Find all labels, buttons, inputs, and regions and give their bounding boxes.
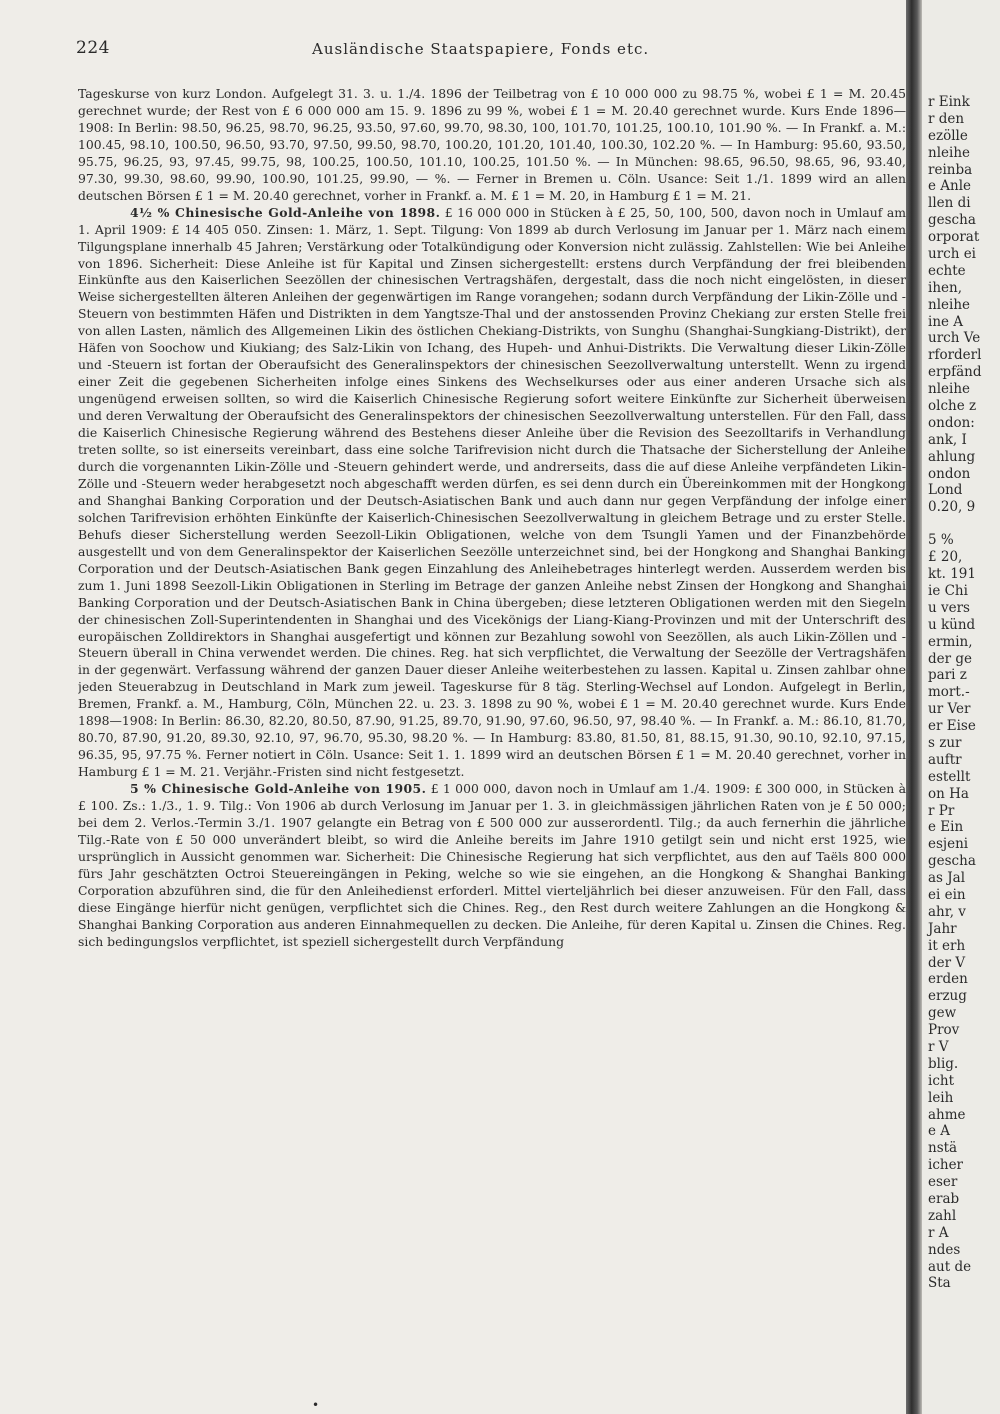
heading-1905-loan: 5 % Chinesische Gold-Anleihe von 1905. [130, 781, 427, 797]
paragraph-1896-rates: Tageskurse von kurz London. Aufgelegt 31. 3. u. 1./4. 1896 der Teilbetrag von £ 10 000 000 zu 98.75 %, wobei £ 1 = M. 20.45 gerechnet wurde; der Rest von £ 6 000 000 am 15. 9. 1896 zu 99 %, wobei £ 1 = M. 20.40 gerechnet wurde. Kurs Ende 1896—1908: In Berlin: 98.50, 96.25, 98.70, 96.25, 93.50, 97.60, 99.70, 98.30, 100, 101.70, 101.25, 100.10, 101.90 %. — In Frankf. a. M.: 100.45, 98.10, 100.50, 96.50, 93.70, 97.50, 99.50, 98.70, 100.20, 101.20, 101.40, 100.30, 102.20 %. — In Hamburg: 95.60, 93.50, 95.75, 96.25, 93, 97.45, 99.75, 98, 100.25, 100.50, 101.10, 100.25, 101.50 %. — In München: 98.65, 96.50, 98.65, 96, 93.40, 97.30, 99.30, 98.60, 99.90, 100.90, 101.25, 99.90, — %. — Ferner in Bremen u. Cöln. Usance: Seit 1./1. 1899 wird an allen deutschen Börsen £ 1 = M. 20.40 gerechnet, vorher in Frankf. a. M. £ 1 = M. 20, in Hamburg £ 1 = M. 21. [78, 86, 906, 203]
adjacent-line: pari z [928, 667, 967, 684]
adjacent-line: rforderl [928, 347, 982, 364]
adjacent-line: der ge [928, 650, 973, 667]
adjacent-line: £ 20, [928, 549, 963, 566]
page-body [78, 86, 906, 1401]
adjacent-line: icht [928, 1072, 954, 1089]
adjacent-line: nleihe [928, 381, 971, 398]
adjacent-line: s zur [928, 734, 962, 751]
adjacent-line: gescha [928, 212, 976, 229]
adjacent-line: gew [928, 1005, 957, 1022]
adjacent-line: der V [928, 954, 966, 971]
adjacent-line: ezölle [928, 127, 968, 144]
heading-1898-loan: 4½ % Chinesische Gold-Anleihe von 1898. [130, 204, 441, 220]
adjacent-line: icher [928, 1157, 964, 1174]
adjacent-line: ondon [928, 465, 971, 482]
paragraph-1905-loan: £ 1 000 000, davon noch in Umlauf am 1./4. 1909: £ 300 000, in Stücken à £ 100. Zs.: 1./3., 1. 9. Tilg.: Von 1906 ab durch Verlosung im Januar per 1. 3. in gleichmässigen jährlichen Raten von je £ 50 000; bei dem 2. Verlos.-Termin 3./1. 1907 gelangte ein Betrag von £ 500 000 zur ausserordentl. Tilg.; da auch fernerhin die jährliche Tilg.-Rate von £ 50 000 unverändert bleibt, so wird die Anleihe bereits im Jahre 1910 getilgt sein und nicht erst 1925, wie ursprünglich in Aussicht genommen war. Sicherheit: Die Chinesische Regierung hat sich verpflichtet, aus den auf Taëls 800 000 fürs Jahr geschätzten Octroi Steuereingängen in Peking, welche so wie sie eingehen, an die Hongkong & Shanghai Banking Corporation abzuführen sind, die für den Anleihedienst erforderl. Mittel vierteljährlich bei dieser anzuweisen. Für den Fall, dass diese Eingänge hierfür nicht genügen, verpflichtet sich die Chines. Reg., den Rest durch weitere Zahlungen an die Hongkong & Shanghai Banking Corporation aus anderen Einnahmequellen zu decken. Die Anleihe, für deren Kapital u. Zinsen die Chines. Reg. sich bedingungslos verpflichtet, ist speziell sichergestellt durch Verpfändung [78, 781, 906, 949]
adjacent-line: estellt [928, 768, 971, 785]
adjacent-page-lines [922, 94, 1000, 1292]
adjacent-line: ahlung [928, 448, 976, 465]
adjacent-line: ur Ver [928, 701, 971, 718]
adjacent-line: r den [928, 110, 965, 127]
adjacent-line: ine A [928, 313, 964, 330]
adjacent-line: ank, I [928, 431, 967, 448]
adjacent-line: esjeni [928, 836, 969, 853]
section-1905 [78, 781, 906, 951]
adjacent-line: ndes [928, 1241, 961, 1258]
adjacent-line: ahr, v [928, 903, 966, 920]
adjacent-line: leih [928, 1089, 954, 1106]
adjacent-line: auftr [928, 751, 962, 768]
adjacent-line: ihen, [928, 279, 962, 296]
adjacent-line: blig. [928, 1055, 959, 1072]
adjacent-line: kt. 191 [928, 566, 976, 583]
adjacent-line: nleihe [928, 144, 971, 161]
adjacent-line: it erh [928, 937, 966, 954]
adjacent-line: Jahr [928, 920, 957, 937]
adjacent-line: r V [928, 1038, 949, 1055]
section-1898 [78, 205, 906, 781]
adjacent-line: on Ha [928, 785, 969, 802]
adjacent-line: r Pr [928, 802, 955, 819]
adjacent-line: 5 % [928, 532, 954, 549]
adjacent-line: nleihe [928, 296, 971, 313]
adjacent-gap [922, 516, 1000, 532]
adjacent-line: u künd [928, 616, 976, 633]
adjacent-line: as Jal [928, 870, 966, 887]
adjacent-line: eser [928, 1174, 958, 1191]
adjacent-line: erpfänd [928, 364, 982, 381]
adjacent-line: Sta [928, 1275, 951, 1292]
adjacent-line: e Anle [928, 178, 972, 195]
adjacent-line: urch ei [928, 246, 977, 263]
adjacent-line: ahme [928, 1106, 966, 1123]
adjacent-line: echte [928, 262, 966, 279]
adjacent-line: aut de [928, 1258, 972, 1275]
adjacent-line: gescha [928, 853, 976, 870]
adjacent-line: u vers [928, 599, 970, 616]
adjacent-line: Lond [928, 482, 963, 499]
adjacent-line: erzug [928, 988, 967, 1005]
footer-mark: • [312, 1398, 320, 1412]
adjacent-line: llen di [928, 195, 971, 212]
adjacent-line: erab [928, 1191, 960, 1207]
adjacent-line: ondon: [928, 414, 975, 431]
adjacent-page-edge [922, 0, 1000, 1414]
adjacent-line: ermin, [928, 633, 973, 650]
adjacent-line: urch Ve [928, 330, 981, 347]
book-gutter [906, 0, 922, 1414]
adjacent-line: mort.- [928, 684, 970, 701]
adjacent-line: er Eise [928, 718, 976, 735]
adjacent-line: reinba [928, 161, 973, 178]
adjacent-line: 0.20, 9 [928, 499, 976, 516]
page-number: 224 [76, 38, 110, 58]
adjacent-line: nstä [928, 1140, 958, 1157]
adjacent-line: ie Chi [928, 582, 968, 599]
running-head: Ausländische Staatspapiere, Fonds etc. [312, 40, 650, 58]
paragraph-1898-loan: £ 16 000 000 in Stücken à £ 25, 50, 100, 500, davon noch in Umlauf am 1. April 1909: £ 14 405 050. Zinsen: 1. März, 1. Sept. Tilgung: Von 1899 ab durch Verlosung im Januar per 1. März nach einem Tilgungsplane innerhalb 45 Jahren; Verstärkung oder Totalkündigung oder Konversion nicht zulässig. Zahlstellen: Wie bei Anleihe von 1896. Sicherheit: Diese Anleihe ist für Kapital und Zinsen sichergestellt: erstens durch Verpfändung der frei bleibenden Einkünfte aus den Kaiserlichen Seezöllen der chinesischen Vertragshäfen, dergestalt, dass die noch nicht eingelösten, in dieser Weise sichergestellten älteren Anleihen der gegenwärtigen im Range vorangehen; sodann durch Verpfändung der Likin-Zölle und -Steuern von bestimmten Häfen und Distrikten in dem Yangtsze-Thal und der anstossenden Provinz Chekiang zur ersten Stelle frei von allen Lasten, nämlich des Allgemeinen Likin des östlichen Chekiang-Distrikts, von Sunghu (Shanghai-Sungkiang-Distrikt), der Häfen von Soochow und Kiukiang; des Salz-Likin von Ichang, des Hupeh- und Anhui-Distrikts. Die Verwaltung dieser Likin-Zölle und -Steuern ist fortan der Oberaufsicht des Generalinspektors der chinesischen Seezollverwaltung unterstellt. Wenn zu irgend einer Zeit die gegebenen Sicherheiten infolge eines Sinkens des Wechselkurses oder aus einer anderen Ursache sich als ungenügend erweisen sollten, so wird die Kaiserlich Chinesische Regierung sofort weitere Einkünfte zur Sicherheit überweisen und deren Verwaltung der Oberaufsicht des Generalinspektors der chinesischen Seezollverwaltung unterstellen. Für den Fall, dass die Kaiserlich Chinesische Regierung während des Bestehens dieser Anleihe über die Revision des Seezolltarifs in Verhandlung treten sollte, so ist einerseits vereinbart, dass eine solche Tarifrevision nicht durch die Thatsache der Sicherstellung der Anleihe durch die vorgenannten Likin-Zölle und -Steuern gehindert werde, und andrerseits, dass die auf diese Anleihe verpfändeten Likin-Zölle und -Steuern weder herabgesetzt noch abgeschafft werden dürfen, es sei denn durch ein Übereinkommen mit der Hongkong and Shanghai Banking Corporation und der Deutsch-Asiatischen Bank und auch dann nur gegen Verpfändung der infolge einer solchen Tarifrevision erhöhten Einkünfte der Kaiserlich-Chinesischen Seezollverwaltung in gleichem Betrage und zu erster Stelle. Behufs dieser Sicherstellung werden Seezoll-Likin Obligationen, welche von dem Tsungli Yamen und der Finanzbehörde ausgestellt und von dem Generalinspektor der Kaiserlichen Seezölle unterzeichnet sind, bei der Hongkong and Shanghai Banking Corporation und der Deutsch-Asiatischen Bank gegen Einzahlung des Anleihebetrages hinterlegt werden. Ausserdem werden bis zum 1. Juni 1898 Seezoll-Likin Obligationen in Sterling im Betrage der ganzen Anleihe nebst Zinsen der Hongkong and Shanghai Banking Corporation und der Deutsch-Asiatischen Bank in China übergeben; diese letzteren Obligationen werden mit den Siegeln der chinesischen Zoll-Superintendenten in Shanghai und des Vicekönigs der Liang-Kiang-Provinzen und mit der Unterschrift des europäischen Zolldirektors in Shanghai ausgefertigt und können zur Bezahlung sowohl von Seezöllen, als auch Likin-Zöllen und -Steuern überall in China verwendet werden. Die chines. Reg. hat sich verpflichtet, die Verwaltung der Seezölle der Vertragshäfen in der gegenwärt. Verfassung während der ganzen Dauer dieser Anleihe weiterbestehen zu lassen. Kapital u. Zinsen zahlbar ohne jeden Steuerabzug in Deutschland in Mark zum jeweil. Tageskurse für 8 täg. Sterling-Wechsel auf London. Aufgelegt in Berlin, Bremen, Frankf. a. M., Hamburg, Cöln, München 22. u. 23. 3. 1898 zu 90 %, wobei £ 1 = M. 20.40 gerechnet wurde. Kurs Ende 1898—1908: In Berlin: 86.30, 82.20, 80.50, 87.90, 91.25, 89.70, 91.90, 97.60, 96.50, 97, 98.40 %. — In Frankf. a. M.: 86.10, 81.70, 80.70, 87.90, 91.20, 89.30, 92.10, 97, 96.70, 95.30, 98.20 %. — In Hamburg: 83.80, 81.50, 81, 88.15, 91.30, 90.10, 92.10, 97.15, 96.35, 95, 97.75 %. Ferner notiert in Cöln. Usance: Seit 1. 1. 1899 wird an deutschen Börsen £ 1 = M. 20.40 gerechnet, vorher in Hamburg £ 1 = M. 21. Verjähr.-Fristen sind nicht festgesetzt. [78, 204, 906, 780]
adjacent-line: e A [928, 1123, 951, 1140]
adjacent-line: olche z [928, 398, 977, 415]
adjacent-line: orporat [928, 229, 980, 246]
adjacent-line: ei ein [928, 886, 966, 903]
adjacent-line: r A [928, 1224, 949, 1241]
adjacent-line: erden [928, 971, 968, 988]
adjacent-line: zahl [928, 1207, 957, 1224]
adjacent-line: r Eink [928, 94, 970, 110]
adjacent-line: e Ein [928, 819, 964, 836]
adjacent-line: Prov [928, 1022, 960, 1039]
